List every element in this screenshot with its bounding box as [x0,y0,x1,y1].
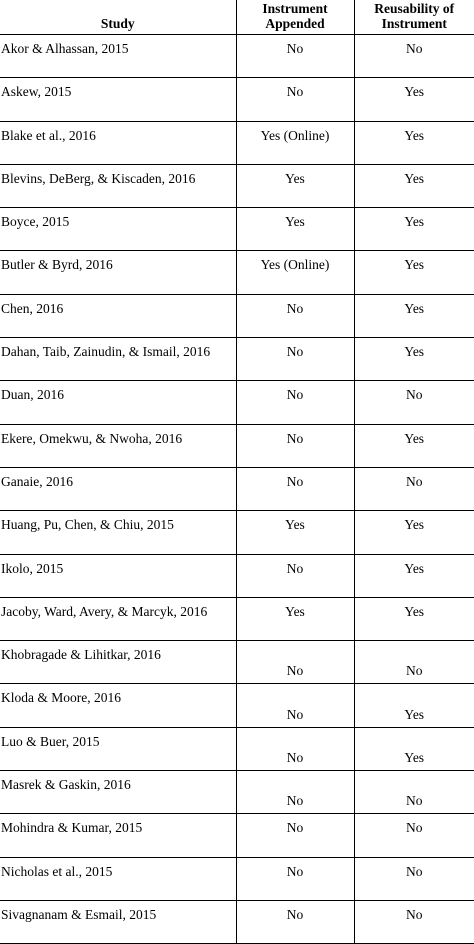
cell-study: Kloda & Moore, 2016 [0,684,236,727]
table-row [0,294,474,337]
cell-study: Askew, 2015 [0,78,236,121]
cell-study: Nicholas et al., 2015 [0,857,236,900]
cell-reusability: Yes [354,338,474,381]
cell-study: Luo & Buer, 2015 [0,727,236,770]
cell-reusability: Yes [354,554,474,597]
cell-reusability: No [354,35,474,78]
cell-instrument-appended: No [236,35,354,78]
cell-instrument-appended: No [236,424,354,467]
cell-instrument-appended: Yes [236,208,354,251]
table-row [0,511,474,554]
cell-study: Jacoby, Ward, Avery, & Marcyk, 2016 [0,597,236,640]
table-row [0,900,474,943]
cell-reusability: No [354,641,474,684]
cell-reusability: Yes [354,511,474,554]
cell-reusability: Yes [354,684,474,727]
table-row [0,208,474,251]
cell-reusability: Yes [354,424,474,467]
header-study: Study [0,0,236,35]
table-body [0,35,474,944]
cell-reusability: No [354,857,474,900]
cell-study: Huang, Pu, Chen, & Chiu, 2015 [0,511,236,554]
cell-study: Boyce, 2015 [0,208,236,251]
cell-study: Duan, 2016 [0,381,236,424]
cell-instrument-appended: No [236,467,354,510]
cell-reusability: Yes [354,294,474,337]
table-row [0,164,474,207]
cell-study: Chen, 2016 [0,294,236,337]
table-row [0,684,474,727]
table-row [0,814,474,857]
cell-instrument-appended: No [236,771,354,814]
cell-instrument-appended: Yes [236,597,354,640]
table-row [0,424,474,467]
cell-study: Ekere, Omekwu, & Nwoha, 2016 [0,424,236,467]
cell-reusability: Yes [354,251,474,294]
cell-instrument-appended: No [236,338,354,381]
cell-instrument-appended: Yes [236,511,354,554]
table-row [0,35,474,78]
cell-reusability: Yes [354,121,474,164]
cell-study: Blevins, DeBerg, & Kiscaden, 2016 [0,164,236,207]
cell-study: Akor & Alhassan, 2015 [0,35,236,78]
cell-instrument-appended: No [236,900,354,943]
table-row [0,338,474,381]
cell-study: Khobragade & Lihitkar, 2016 [0,641,236,684]
cell-instrument-appended: No [236,641,354,684]
cell-reusability: Yes [354,78,474,121]
table-row [0,554,474,597]
cell-reusability: Yes [354,597,474,640]
table-row [0,641,474,684]
table-row [0,121,474,164]
table-row [0,771,474,814]
table-row [0,467,474,510]
table-row [0,78,474,121]
cell-instrument-appended: No [236,78,354,121]
cell-reusability: Yes [354,727,474,770]
cell-reusability: No [354,900,474,943]
cell-instrument-appended: Yes (Online) [236,251,354,294]
header-row [0,0,474,35]
table-row [0,251,474,294]
cell-study: Mohindra & Kumar, 2015 [0,814,236,857]
cell-reusability: No [354,381,474,424]
cell-reusability: No [354,771,474,814]
cell-instrument-appended: Yes [236,164,354,207]
cell-instrument-appended: No [236,857,354,900]
cell-study: Butler & Byrd, 2016 [0,251,236,294]
cell-reusability: No [354,467,474,510]
cell-study: Ganaie, 2016 [0,467,236,510]
cell-instrument-appended: No [236,554,354,597]
header-instrument-appended: Instrument Appended [236,0,354,35]
cell-instrument-appended: No [236,381,354,424]
cell-instrument-appended: No [236,727,354,770]
table-row [0,597,474,640]
cell-study: Blake et al., 2016 [0,121,236,164]
cell-instrument-appended: No [236,814,354,857]
cell-instrument-appended: No [236,294,354,337]
cell-study: Masrek & Gaskin, 2016 [0,771,236,814]
cell-study: Dahan, Taib, Zainudin, & Ismail, 2016 [0,338,236,381]
cell-study: Sivagnanam & Esmail, 2015 [0,900,236,943]
cell-reusability: No [354,814,474,857]
table-row [0,727,474,770]
table-row [0,857,474,900]
cell-reusability: Yes [354,208,474,251]
cell-instrument-appended: No [236,684,354,727]
table-row [0,381,474,424]
header-reusability: Reusability of Instrument [354,0,474,35]
cell-reusability: Yes [354,164,474,207]
cell-instrument-appended: Yes (Online) [236,121,354,164]
table-header [0,0,474,35]
cell-study: Ikolo, 2015 [0,554,236,597]
